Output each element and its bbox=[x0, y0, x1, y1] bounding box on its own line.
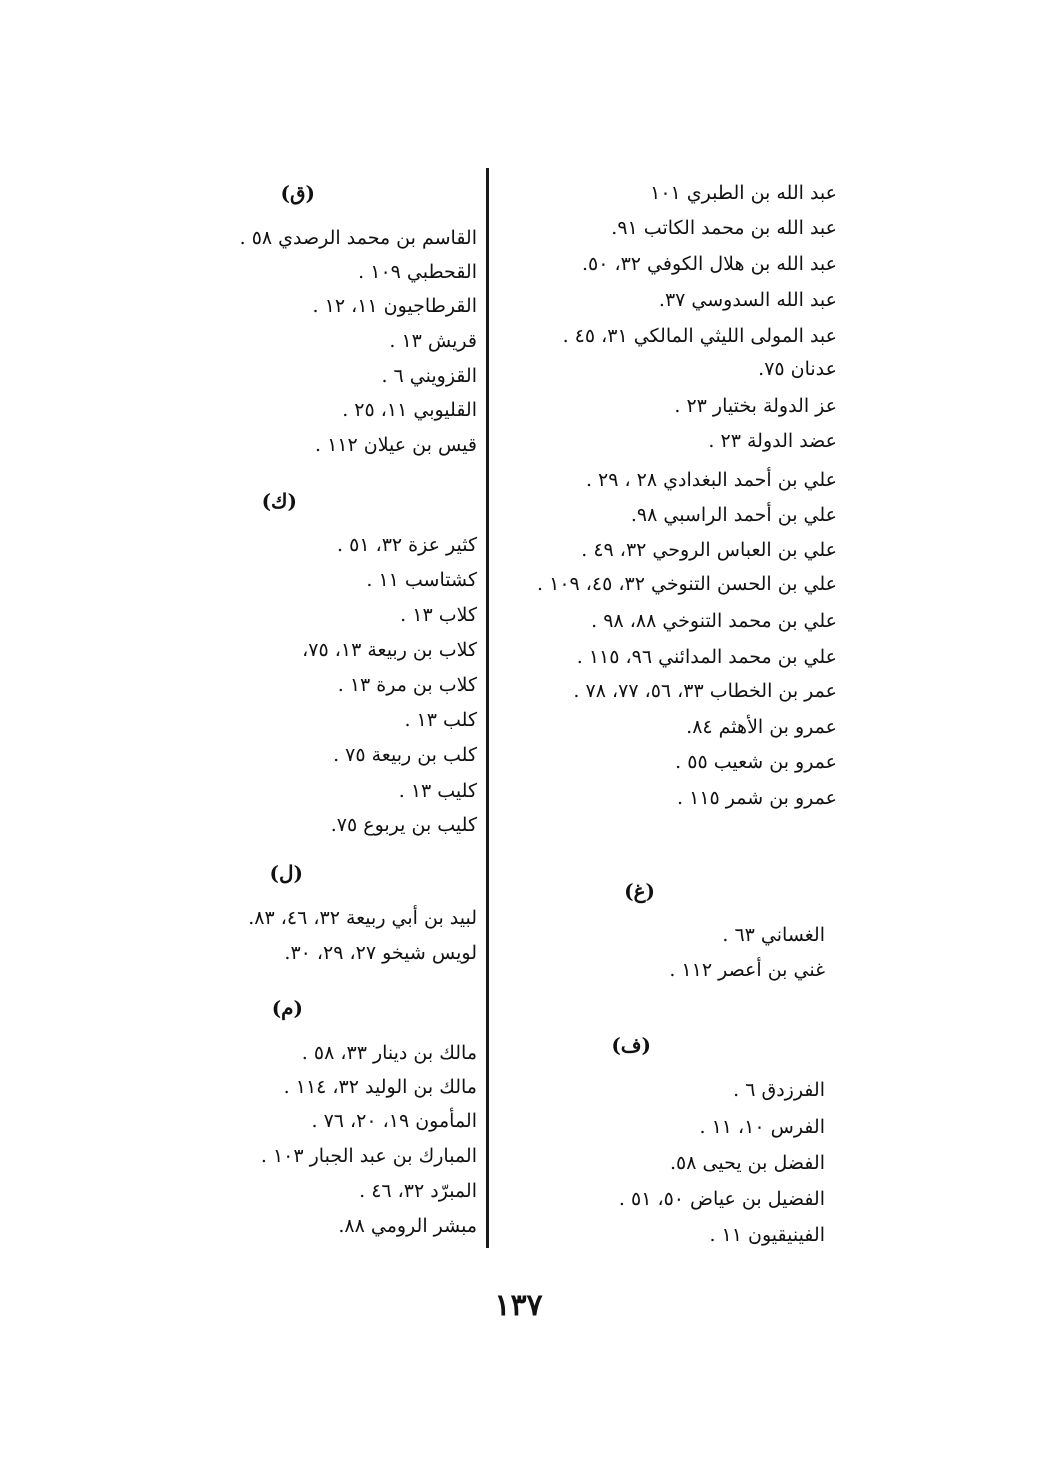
index-entry: الفرس ١٠، ١١ . bbox=[699, 1116, 825, 1138]
index-entry: غني بن أعصر ١١٢ . bbox=[669, 959, 825, 981]
index-entry: عضد الدولة ٢٣ . bbox=[708, 430, 837, 452]
index-entry: لويس شيخو ٢٧، ٢٩، ٣٠. bbox=[284, 942, 477, 964]
section-heading-ghain: (غ) bbox=[624, 879, 655, 903]
index-entry: عبد الله بن الطبري ١٠١ bbox=[650, 182, 837, 204]
index-entry: عبد الله بن هلال الكوفي ٣٢، ٥٠. bbox=[581, 253, 837, 275]
index-entry: قريش ١٣ . bbox=[389, 330, 477, 352]
index-entry: علي بن محمد المدائني ٩٦، ١١٥ . bbox=[576, 646, 837, 668]
index-entry: عمر بن الخطاب ٣٣، ٥٦، ٧٧، ٧٨ . bbox=[573, 680, 837, 702]
index-entry: الفرزدق ٦ . bbox=[733, 1079, 825, 1101]
section-heading-kaf: (ك) bbox=[261, 489, 297, 513]
index-entry: القحطبي ١٠٩ . bbox=[358, 261, 477, 283]
index-entry: عدنان ٧٥. bbox=[758, 358, 837, 380]
index-entry: كلاب بن مرة ١٣ . bbox=[337, 674, 477, 696]
index-entry: علي بن محمد التنوخي ٨٨، ٩٨ . bbox=[591, 610, 837, 632]
index-entry: عمرو بن شمر ١١٥ . bbox=[677, 787, 837, 809]
index-entry: علي بن أحمد البغدادي ٢٨ ، ٢٩ . bbox=[585, 469, 837, 491]
index-entry: المبارك بن عبد الجبار ١٠٣ . bbox=[260, 1145, 477, 1167]
index-entry: القزويني ٦ . bbox=[381, 365, 477, 387]
index-entry: عبد الله بن محمد الكاتب ٩١. bbox=[611, 217, 837, 239]
index-entry: كشتاسب ١١ . bbox=[366, 569, 477, 591]
index-entry: مبشر الرومي ٨٨. bbox=[338, 1215, 477, 1237]
index-entry: الفينيقيون ١١ . bbox=[709, 1224, 825, 1246]
index-entry: كلاب ١٣ . bbox=[400, 604, 477, 626]
index-entry: كثير عزة ٣٢، ٥١ . bbox=[337, 534, 477, 556]
index-entry: عمرو بن شعيب ٥٥ . bbox=[675, 751, 837, 773]
index-entry: القليوبي ١١، ٢٥ . bbox=[342, 399, 477, 421]
section-heading-mim: (م) bbox=[271, 996, 303, 1020]
index-entry: علي بن الحسن التنوخي ٣٢، ٤٥، ١٠٩ . bbox=[537, 573, 837, 595]
section-heading-qaf: (ق) bbox=[280, 181, 315, 205]
index-entry: الفضل بن يحيى ٥٨. bbox=[669, 1152, 825, 1174]
section-heading-lam: (ل) bbox=[269, 861, 303, 885]
index-entry: كلب بن ربيعة ٧٥ . bbox=[333, 744, 477, 766]
index-entry: القرطاجيون ١١، ١٢ . bbox=[312, 295, 477, 317]
index-entry: كلب ١٣ . bbox=[404, 709, 477, 731]
index-entry: القاسم بن محمد الرصدي ٥٨ . bbox=[239, 227, 477, 249]
column-divider bbox=[486, 168, 489, 1248]
index-entry: عمرو بن الأهثم ٨٤. bbox=[686, 716, 837, 738]
index-entry: المبرّد ٣٢، ٤٦ . bbox=[359, 1180, 477, 1202]
index-entry: علي بن أحمد الراسبي ٩٨. bbox=[630, 504, 837, 526]
index-entry: قيس بن عيلان ١١٢ . bbox=[315, 434, 477, 456]
index-entry: عز الدولة بختيار ٢٣ . bbox=[674, 395, 837, 417]
index-entry: المأمون ١٩، ٢٠، ٧٦ . bbox=[311, 1110, 477, 1132]
index-entry: كليب بن يربوع ٧٥. bbox=[330, 814, 477, 836]
section-heading-fa: (ف) bbox=[611, 1033, 651, 1057]
index-entry: كليب ١٣ . bbox=[398, 780, 477, 802]
index-entry: الغساني ٦٣ . bbox=[722, 924, 825, 946]
index-entry: مالك بن دينار ٣٣، ٥٨ . bbox=[301, 1042, 477, 1064]
index-entry: مالك بن الوليد ٣٢، ١١٤ . bbox=[283, 1076, 477, 1098]
index-entry: الفضيل بن عياض ٥٠، ٥١ . bbox=[618, 1188, 825, 1210]
page-number: ١٣٧ bbox=[494, 1288, 543, 1323]
index-entry: عبد الله السدوسي ٣٧. bbox=[658, 289, 837, 311]
index-entry: علي بن العباس الروحي ٣٢، ٤٩ . bbox=[581, 539, 837, 561]
index-entry: لبيد بن أبي ربيعة ٣٢، ٤٦، ٨٣. bbox=[248, 907, 477, 929]
index-entry: كلاب بن ربيعة ١٣، ٧٥، bbox=[302, 639, 477, 661]
index-entry: عبد المولى الليثي المالكي ٣١، ٤٥ . bbox=[562, 325, 837, 347]
